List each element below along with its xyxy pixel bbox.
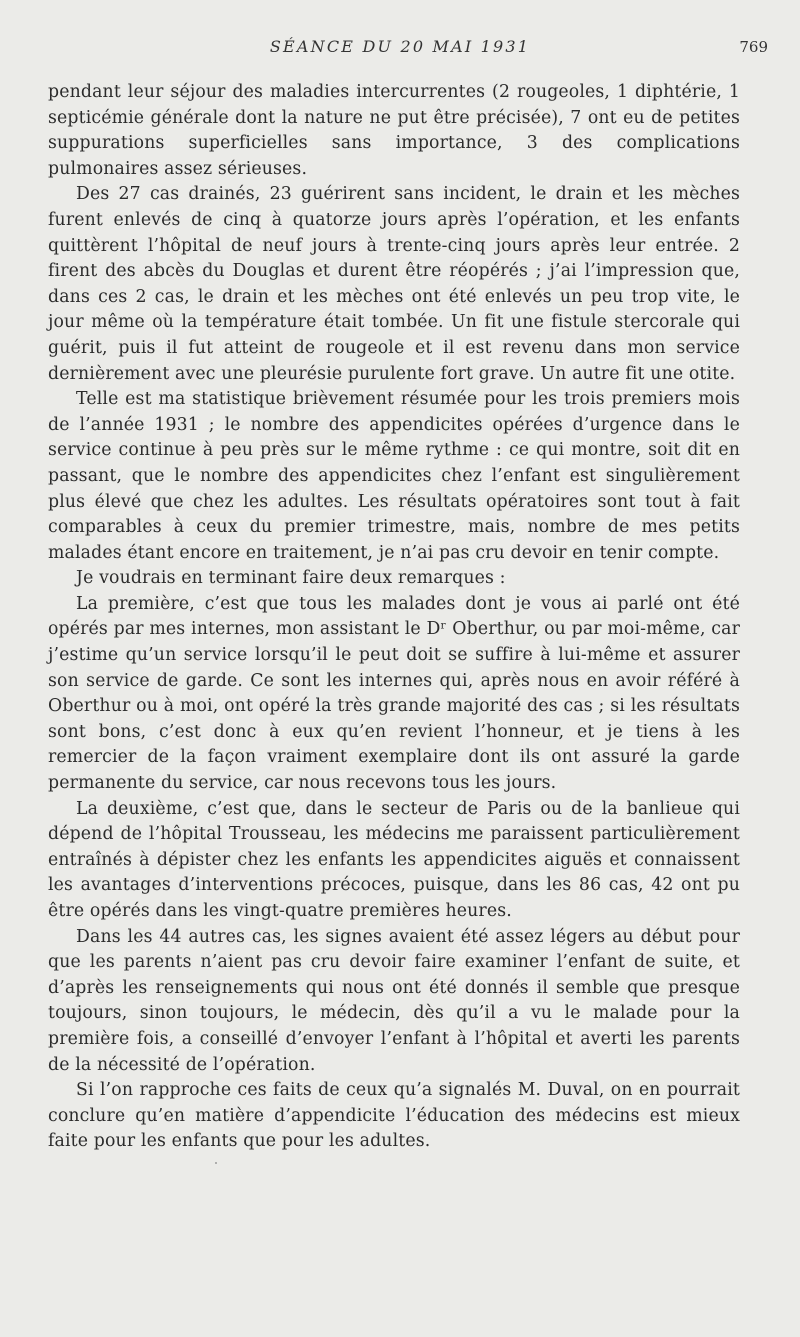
print-speck [215, 1162, 217, 1164]
paragraph-second-remark: La deuxième, c’est que, dans le secteur de Paris ou de la banlieue qui dépend de l’hôpital Trousseau, les médecins me paraissent particulièrement entraînés à dépister chez les enfants les appendicites aiguës et connaissent les avantages d’interventions précoces, puisque, dans les 86 cas, 42 ont pu être opérés dans les vingt-quatre premières heures. [48, 798, 740, 921]
paragraph-remarks-intro: Je voudrais en terminant faire deux remarques : [76, 568, 506, 589]
paragraph-continuation: pendant leur séjour des maladies intercurrentes (2 rougeoles, 1 diphtérie, 1 septicémie générale dont la nature ne put être précisée), 7 ont eu de petites suppurations superficielles sans importance, 3 des complications pulmonaires assez sérieuses. [48, 82, 740, 179]
paragraph-first-remark: La première, c’est que tous les malades dont je vous ai parlé ont été opérés par mes internes, mon assistant le Dʳ Oberthur, ou par moi-même, car j’estime qu’un service lorsqu’il le peut doit se suffire à lui-même et assurer son service de garde. Ce sont les internes qui, après nous en avoir référé à Oberthur ou à moi, ont opéré la très grande majorité des cas ; si les résultats sont bons, c’est donc à eux qu’en revient l’honneur, et je tiens à les remercier de la façon vraiment exemplaire dont ils ont assuré la garde permanente du service, car nous recevons tous les jours. [48, 593, 740, 794]
running-head [0, 37, 800, 61]
paragraph-statistics: Telle est ma statistique brièvement résumée pour les trois premiers mois de l’année 1931 ; le nombre des appendicites opérées d’urgence dans le service continue à peu près sur le même rythme : ce qui montre, soit dit en passant, que le nombre des appendicites chez l’enfant est singulièrement plus élevé que chez les adultes. Les résultats opératoires sont tout à fait comparables à ceux du premier trimestre, mais, nombre de mes petits malades étant encore en traitement, je n’ai pas cru devoir en tenir compte. [48, 389, 740, 563]
page-number: 769 [739, 38, 768, 56]
paragraph-conclusion: Si l’on rapproche ces faits de ceux qu’a signalés M. Duval, on en pourrait conclure qu’en matière d’appendicite l’éducation des médecins est mieux faite pour les enfants que pour les adultes. [48, 1080, 740, 1152]
body-text [48, 80, 740, 1155]
running-head-title: SÉANCE DU 20 MAI 1931 [269, 37, 531, 56]
paragraph-drained-cases: Des 27 cas drainés, 23 guérirent sans incident, le drain et les mèches furent enlevés de cinq à quatorze jours après l’opération, et les enfants quittèrent l’hôpital de neuf jours à trente-cinq jours après leur entrée. 2 firent des abcès du Douglas et durent être réopérés ; j’ai l’impression que, dans ces 2 cas, le drain et les mèches ont été enlevés un peu trop vite, le jour même où la température était tombée. Un fit une fistule stercorale qui guérit, puis il fut atteint de rougeole et il est revenu dans mon service dernièrement avec une pleurésie purulente fort grave. Un autre fit une otite. [48, 184, 740, 384]
paragraph-other-cases: Dans les 44 autres cas, les signes avaient été assez légers au début pour que les parents n’aient pas cru devoir faire examiner l’enfant de suite, et d’après les renseignements qui nous ont été donnés il semble que presque toujours, sinon toujours, le médecin, dès qu’il a vu le malade pour la première fois, a conseillé d’envoyer l’enfant à l’hôpital et averti les parents de la nécessité de l’opération. [48, 926, 740, 1075]
